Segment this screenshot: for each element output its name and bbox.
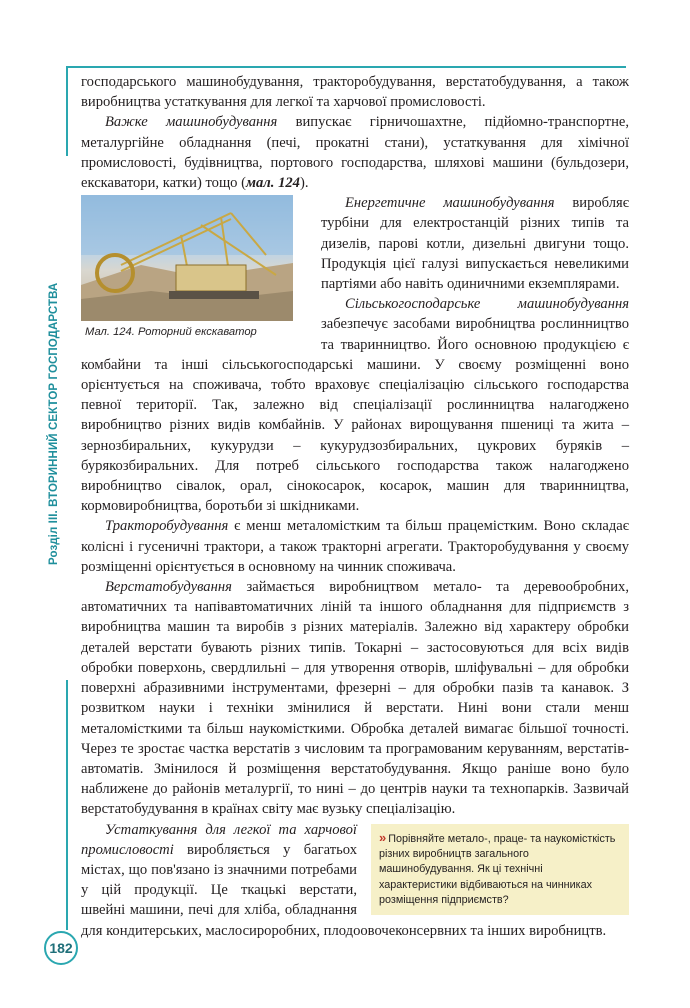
paragraph: господарського машинобудування, тракторобудування, верстатобудування, а також виробництва устаткування для легкої та харчової промисловості. bbox=[81, 74, 629, 111]
double-chevron-icon: » bbox=[379, 829, 387, 845]
term: Верстатобудування bbox=[105, 579, 232, 596]
left-rule-top bbox=[66, 66, 68, 156]
term: Енергетичне машинобудування bbox=[345, 195, 555, 212]
term: Тракторобудування bbox=[105, 518, 229, 535]
top-rule bbox=[66, 66, 626, 68]
figure-caption: Мал. 124. Роторний екскаватор bbox=[85, 326, 257, 339]
term: Важке машинобудування bbox=[105, 114, 278, 131]
excavator-photo bbox=[81, 195, 293, 321]
term: Устаткування для легкої та харчової промисловості bbox=[81, 821, 357, 858]
paragraph: Важке машинобудування випускає гірничошахтне, підйомно-транспортне, металургійне обладнання (печі, прокатні стани), устаткування для хімічної промисловості, будівництва, портового господарства, шляхові машини (бульдозери, екскаватори, катки) тощо (мал. 124). bbox=[81, 114, 629, 192]
section-title: Розділ III. ВТОРИННИЙ СЕКТОР ГОСПОДАРСТВА bbox=[48, 282, 60, 565]
page-number: 182 bbox=[44, 931, 78, 965]
term: Сільськогосподарське машинобудування bbox=[345, 296, 629, 313]
figure-reference[interactable]: мал. 124 bbox=[246, 175, 300, 192]
paragraph: Верстатобудування займається виробництвом метало- та деревообробних, автоматичних та напівавтоматичних ліній та іншого обладнання для підприємств з виробництва машин та виробів з різних матеріалів. Залежно від характеру обробки деталей верстати бувають різних типів. Токарні – застосовуються для всіх видів обробки поверхонь, свердлильні – для утворення отворів, шліфувальні – для обробки поверхні абразивними інструментами, фрезерні – для обробки пазів та канавок. З розвитком науки і техніки змінилися й верстати. Нині вони стали менш металомісткими та більш наукомісткими. Обробка деталей вимагає більшої точності. Через те зростає частка верстатів з числовим та програмованим керуванням, верстатів-автоматів. Змінилося й розміщення верстатобудування. Якщо раніше воно було наближене до районів металургії, то нині – до центрів науки та технопарків. Зазвичай верстатобудування в країнах світу має вузьку спеціалізацію. bbox=[81, 579, 629, 818]
paragraph: Устаткування для легкої та харчової промисловості виробляється у багатьох містах, що пов'язано із значними потребами у цій продукції. Це ткацькі верстати, швейні машини, печі для хліба, обладнання для кондитерських, маслосироробних, плодоовочеконсервних та інших виробництв. bbox=[81, 821, 607, 939]
figure bbox=[81, 193, 305, 339]
paragraph: Тракторобудування є менш металомістким та більш працемістким. Воно складає колісні і гусеничні трактори, а також тракторні агрегати. Тракторобудування у своєму розміщенні орієнтується в основному на чинник споживача. bbox=[81, 518, 629, 575]
paragraph: Енергетичне машинобудування виробляє турбіни для електростанцій різних типів та дизелів, парові котли, дизельні двигуни тощо. Продукція цієї галузі випускається невеликими партіями або навіть одиничними екземплярами. bbox=[321, 195, 629, 293]
body-text bbox=[81, 72, 629, 941]
task-box bbox=[371, 824, 629, 915]
left-rule-bottom bbox=[66, 680, 68, 930]
task-text: Порівняйте метало-, праце- та наукомісткість різних виробництв загального машинобудування. Як ці технічні характеристики відбиваються на чинниках розміщення підприємств? bbox=[379, 832, 616, 907]
excavator-image bbox=[81, 195, 293, 321]
paragraph: Сільськогосподарське машинобудування забезпечує засобами виробництва рослинництво та тваринництво. Його основною продукцією є комбайни та інші сільськогосподарські машини. У своєму розміщенні воно орієнтується на споживача, тобто враховує спеціалізацію сільського господарства певної території. Так, залежно від спеціалізації рослинництва налагоджено виробництво різних видів комбайнів. У районах вирощування пшениці та жита – зернозбиральних, кукурудзи – кукурудзозбиральних, цукрових буряків – бурякозбиральних. Для потреб сільського господарства також налагоджено виробництво сівалок, орал, сінокосарок, косарок, машин для тваринництва, кормовиробництва, боротьби зі шкідниками. bbox=[81, 296, 629, 515]
